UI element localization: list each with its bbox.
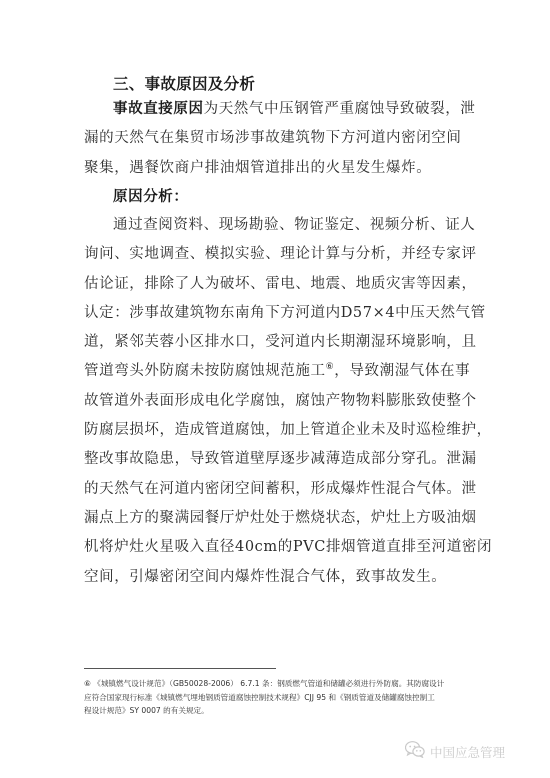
analysis-line: 道，紧邻芙蓉小区排水口，受河道内长期潮湿环境影响，且 [84,334,477,351]
footnote-line: 程设计规范》SY 0007 的有关规定。 [84,706,209,716]
analysis-paragraph [84,211,492,592]
section-heading: 三、事故原因及分析 [113,74,256,93]
footnote-divider [84,668,276,669]
analysis-line: 机将炉灶火星吸入直径40cm的PVC排烟管道直排至河道密闭 [84,539,493,556]
analysis-line: 估论证，排除了人为破坏、雷电、地震、地质灾害等因素， [84,275,477,292]
direct-cause-paragraph [84,94,475,183]
analysis-line-with-footnote [84,357,492,386]
direct-cause-line-2: 漏的天然气在集贸市场涉事故建筑物下方河道内密闭空间 [84,130,462,147]
analysis-line: 故管道外表面形成电化学腐蚀，腐蚀产物物料膨胀致使整个 [84,392,477,409]
analysis-line: 整改事故隐患，导致管道壁厚逐步减薄造成部分穿孔。泄漏 [84,451,477,468]
analysis-line: 询问、实地调查、模拟实验、理论计算与分析，并经专家评 [84,246,477,263]
direct-cause-line-1 [84,94,475,124]
analysis-label-line [84,182,189,211]
analysis-line: 的天然气在河道内密闭空间蓄积，形成爆炸性混合气体。泄 [84,480,477,497]
analysis-line: 认定：涉事故建筑物东南角下方河道内D57×4中压天然气管 [84,304,486,321]
footnote-line: 应符合国家现行标准《城镇燃气埋地钢质管道腐蚀控制技术规程》CJJ 95 和《钢质管道及储罐腐蚀控制工 [84,692,435,702]
footnote-line: ⑥ 《城镇燃气设计规范》（GB50028-2006） 6.7.1 条：钢质燃气管道和储罐必须进行外防腐。其防腐设计 [84,679,445,688]
wechat-icon [405,741,425,762]
analysis-label: 原因分析： [113,188,189,205]
analysis-line-text-rest: ，导致潮湿气体在事 [334,363,471,380]
footnote-reference[interactable]: ⑥ [325,362,335,373]
footnote [84,677,476,718]
analysis-line-text: 管道弯头外防腐未按防腐蚀规范施工 [84,363,326,380]
analysis-line: 通过查阅资料、现场勘验、物证鉴定、视频分析、证人 [113,217,476,233]
analysis-line: 空间，引爆密闭空间内爆炸性混合气体，致事故发生。 [84,568,447,585]
direct-cause-label: 事故直接原因 [113,100,204,117]
direct-cause-line-3: 聚集，遇餐饮商户排油烟管道排出的火星发生爆炸。 [84,159,432,176]
analysis-line: 防腐层损坏，造成管道腐蚀，加上管道企业未及时巡检维护， [84,422,492,439]
watermark-text: 中国应急管理 [430,744,506,760]
direct-cause-text: 为天然气中压钢管严重腐蚀导致破裂，泄 [203,101,476,117]
analysis-line: 漏点上方的聚满园餐厅炉灶处于燃烧状态，炉灶上方吸油烟 [84,509,477,526]
watermark [405,741,505,762]
